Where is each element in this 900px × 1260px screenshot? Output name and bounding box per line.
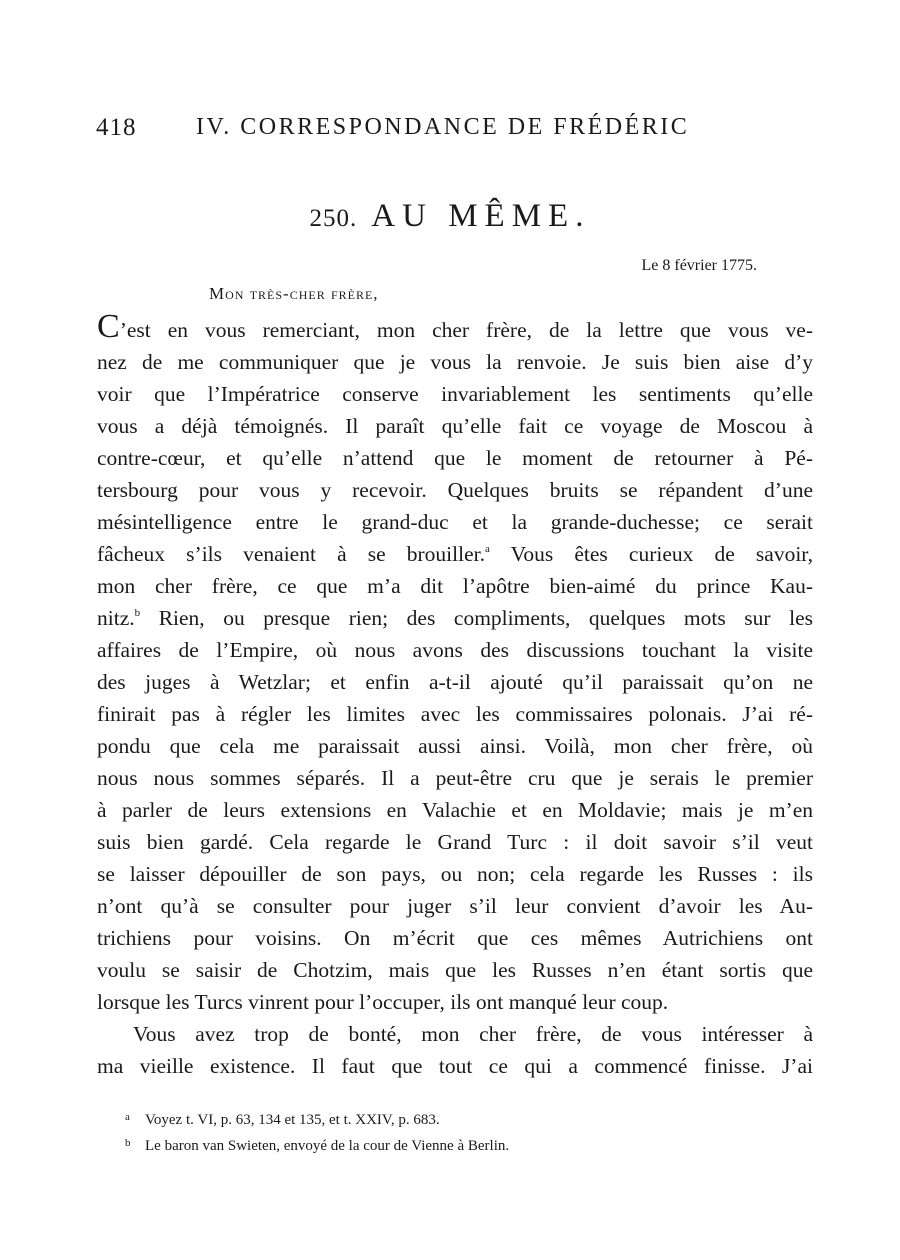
footnote-mark: a xyxy=(125,1111,130,1123)
footnote-a xyxy=(125,1106,825,1132)
body-line: Vous avez trop de bonté, mon cher frère, de vous intéresser à xyxy=(133,1022,813,1046)
footnote-mark: b xyxy=(125,1137,131,1149)
body-line: tersbourg pour vous y recevoir. Quelques bruits se répandent d’une xyxy=(97,478,813,502)
body-line: contre-cœur, et qu’elle n’attend que le moment de retourner à Pé- xyxy=(97,446,813,470)
letter-date: Le 8 février 1775. xyxy=(641,257,757,274)
body-line: voir que l’Impératrice conserve invariablement les sentiments qu’elle xyxy=(97,382,813,406)
footnote-b xyxy=(125,1132,825,1158)
body-line: fâcheux s’ils venaient à se brouiller.$^a$ Vous êtes curieux de savoir, xyxy=(97,542,813,566)
body-line: nous nous sommes séparés. Il a peut-être cru que je serais le premier xyxy=(97,766,813,790)
running-title: IV. CORRESPONDANCE DE FRÉDÉRIC xyxy=(196,114,690,140)
body-line: C’est en vous remerciant, mon cher frère, de la lettre que vous ve- xyxy=(97,308,813,345)
drop-cap: C xyxy=(97,308,120,345)
letter-body xyxy=(97,308,813,1082)
body-line: finirait pas à régler les limites avec les commissaires polonais. J’ai ré- xyxy=(97,702,813,726)
page-number: 418 xyxy=(96,114,137,141)
footnote-text: Voyez t. VI, p. 63, 134 et 135, et t. XXIV, p. 683. xyxy=(145,1112,440,1128)
footnote-text: Le baron van Swieten, envoyé de la cour de Vienne à Berlin. xyxy=(145,1138,510,1154)
letter-number: 250. xyxy=(309,205,358,232)
footnotes xyxy=(125,1106,825,1158)
salutation: Mon très-cher frère, xyxy=(209,284,379,303)
body-line: voulu se saisir de Chotzim, mais que les Russes n’en étant sortis que xyxy=(97,958,813,982)
body-line: mésintelligence entre le grand-duc et la grande-duchesse; ce serait xyxy=(97,510,813,534)
body-line: à parler de leurs extensions en Valachie et en Moldavie; mais je m’en xyxy=(97,798,813,822)
footnote-ref-a[interactable]: a xyxy=(485,543,490,555)
body-line: se laisser dépouiller de son pays, ou non; cela regarde les Russes : ils xyxy=(97,862,813,886)
body-line: vous a déjà témoignés. Il paraît qu’elle fait ce voyage de Moscou à xyxy=(97,414,813,438)
body-line: trichiens pour voisins. On m’écrit que ces mêmes Autrichiens ont xyxy=(97,926,813,950)
body-line: lorsque les Turcs vinrent pour l’occuper, ils ont manqué leur coup. xyxy=(97,990,669,1014)
body-line: affaires de l’Empire, où nous avons des discussions touchant la visite xyxy=(97,638,813,662)
body-line: ma vieille existence. Il faut que tout ce qui a commencé finisse. J’ai xyxy=(97,1054,813,1078)
letter-heading xyxy=(0,198,900,235)
body-line: n’ont qu’à se consulter pour juger s’il leur convient d’avoir les Au- xyxy=(97,894,813,918)
body-line: des juges à Wetzlar; et enfin a-t-il ajouté qu’il paraissait qu’on ne xyxy=(97,670,813,694)
body-line: mon cher frère, ce que m’a dit l’apôtre bien-aimé du prince Kau- xyxy=(97,574,813,598)
body-line: suis bien gardé. Cela regarde le Grand Turc : il doit savoir s’il veut xyxy=(97,830,813,854)
footnote-ref-b[interactable]: b xyxy=(134,607,141,619)
body-line: pondu que cela me paraissait aussi ainsi. Voilà, mon cher frère, où xyxy=(97,734,813,758)
body-line: nez de me communiquer que je vous la renvoie. Je suis bien aise d’y xyxy=(97,350,813,374)
body-line: nitz.$^b$ Rien, ou presque rien; des compliments, quelques mots sur les xyxy=(97,606,813,630)
running-head xyxy=(0,112,900,148)
letter-title: AU MÊME. xyxy=(371,198,591,234)
